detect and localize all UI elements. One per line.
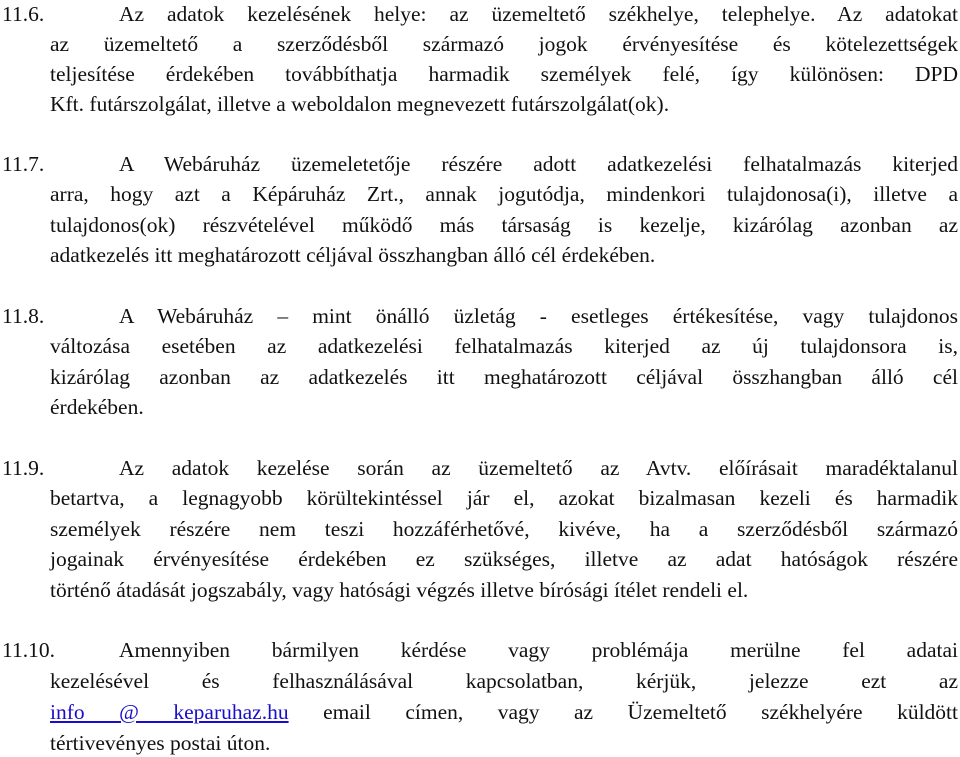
paragraph-line (50, 698, 958, 726)
paragraph-line: A Webáruház – mint önálló üzletág - esetleges értékesítése, vagy tulajdonos (119, 304, 958, 328)
paragraph-line: arra, hogy azt a Képáruház Zrt., annak jogutódja, mindenkori tulajdonosa(i), illetve a (50, 182, 958, 206)
paragraph-line: változása esetében az adatkezelési felhatalmazás kiterjed az új tulajdonsora is, (50, 334, 958, 358)
paragraph-line: tértivevényes postai úton. (50, 731, 271, 755)
section-number: 11.6. (2, 2, 45, 26)
email-link[interactable]: info @ keparuhaz.hu (50, 700, 289, 724)
paragraph-line: betartva, a legnagyobb körültekintéssel jár el, azokat bizalmasan kezeli és harmadik (50, 486, 958, 510)
paragraph-line: történő átadását jogszabály, vagy hatósági végzés illetve bírósági ítélet rendeli el. (50, 578, 749, 602)
paragraph-line: teljesítése érdekében továbbíthatja harmadik személyek felé, így különösen: DPD (50, 62, 958, 86)
paragraph-line: jogainak érvényesítése érdekében ez szükséges, illetve az adat hatóságok részére (50, 547, 958, 571)
paragraph-line: kezelésével és felhasználásával kapcsolatban, kérjük, jelezze ezt az (50, 669, 958, 693)
paragraph-line: kizárólag azonban az adatkezelés itt meghatározott céljával összhangban álló cél (50, 365, 958, 389)
paragraph-line: személyek részére nem teszi hozzáférhetővé, kivéve, ha a szerződésből származó (50, 517, 958, 541)
paragraph-line: A Webáruház üzemeletetője részére adott adatkezelési felhatalmazás kiterjed (119, 152, 958, 176)
section-number: 11.9. (2, 456, 45, 480)
paragraph-line: tulajdonos(ok) részvételével működő más társaság is kezelje, kizárólag azonban az (50, 213, 958, 237)
section-number: 11.7. (2, 152, 45, 176)
paragraph-line: Amennyiben bármilyen kérdése vagy problémája merülne fel adatai (119, 638, 958, 662)
paragraph-line: adatkezelés itt meghatározott céljával összhangban álló cél érdekében. (50, 243, 656, 267)
paragraph-line: az üzemeltető a szerződésből származó jogok érvényesítése és kötelezettségek (50, 32, 958, 56)
line-text: email címen, vagy az Üzemeltető székhelyére küldött (323, 700, 958, 724)
paragraph-line: Kft. futárszolgálat, illetve a weboldalon megnevezett futárszolgálat(ok). (50, 92, 670, 116)
section-number: 11.8. (2, 304, 45, 328)
paragraph-line: Az adatok kezelésének helye: az üzemeltető székhelye, telephelye. Az adatokat (119, 2, 958, 26)
paragraph-line: érdekében. (50, 395, 144, 419)
paragraph-line: Az adatok kezelése során az üzemeltető az Avtv. előírásait maradéktalanul (119, 456, 958, 480)
section-number: 11.10. (2, 638, 55, 662)
